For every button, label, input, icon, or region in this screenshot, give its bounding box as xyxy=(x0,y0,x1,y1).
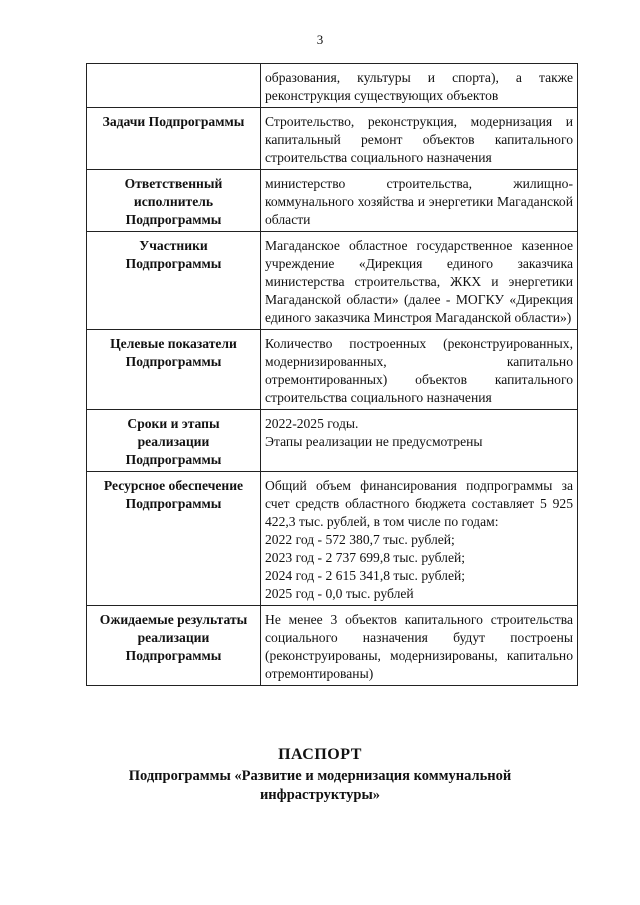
resources-summary: Общий объем финансирования подпрограммы за счет средств областного бюджета составляет 5 925 422,3 тыс. рублей, в том числе по годам: xyxy=(265,478,573,529)
row-value-terms xyxy=(261,410,578,472)
row-value-responsible: министерство строительства, жилищно-коммунального хозяйства и энергетики Магаданской области xyxy=(261,170,578,232)
section-subtitle xyxy=(0,767,640,805)
row-value-participants: Магаданское областное государственное казенное учреждение «Дирекция единого заказчика министерства строительства, ЖКХ и энергетики Магаданской области» (далее - МОГКУ «Дирекция единого заказчика Минстроя Магаданской области») xyxy=(261,232,578,330)
table-row xyxy=(87,64,578,108)
passport-table xyxy=(86,63,578,686)
table-row xyxy=(87,108,578,170)
row-value-indicators: Количество построенных (реконструированных, модернизированных, капитально отремонтированных) объектов капитального строительства социального назначения xyxy=(261,330,578,410)
terms-line: Этапы реализации не предусмотрены xyxy=(265,434,483,449)
table-row xyxy=(87,232,578,330)
page-number: 3 xyxy=(316,32,324,47)
table-row xyxy=(87,606,578,686)
table-row xyxy=(87,330,578,410)
row-label-results: Ожидаемые результаты реализации Подпрограммы xyxy=(87,606,261,686)
row-value-tasks: Строительство, реконструкция, модернизация и капитальный ремонт объектов капитального строительства социального назначения xyxy=(261,108,578,170)
resources-year-line: 2023 год - 2 737 699,8 тыс. рублей; xyxy=(265,550,466,565)
terms-line: 2022-2025 годы. xyxy=(265,416,359,431)
resources-year-line: 2025 год - 0,0 тыс. рублей xyxy=(265,586,414,601)
row-label-responsible: Ответственный исполнитель Подпрограммы xyxy=(87,170,261,232)
section-subtitle-line: Подпрограммы «Развитие и модернизация коммунальной xyxy=(128,768,512,784)
section-title: ПАСПОРТ xyxy=(278,746,362,763)
row-label-participants: Участники Подпрограммы xyxy=(87,232,261,330)
section-subtitle-line: инфраструктуры» xyxy=(259,787,381,803)
row-label-tasks: Задачи Подпрограммы xyxy=(87,108,261,170)
table-row xyxy=(87,170,578,232)
table-row xyxy=(87,410,578,472)
row-label-terms: Сроки и этапы реализации Подпрограммы xyxy=(87,410,261,472)
row-value-resources xyxy=(261,472,578,606)
row-value: образования, культуры и спорта), а также реконструкция существующих объектов xyxy=(261,64,578,108)
row-label-indicators: Целевые показатели Подпрограммы xyxy=(87,330,261,410)
row-value-results: Не менее 3 объектов капитального строительства социального назначения будут построены (реконструированы, модернизированы, капитально отремонтированы) xyxy=(261,606,578,686)
table-row xyxy=(87,472,578,606)
row-label-resources: Ресурсное обеспечение Подпрограммы xyxy=(87,472,261,606)
resources-year-line: 2024 год - 2 615 341,8 тыс. рублей; xyxy=(265,568,466,583)
row-label xyxy=(87,64,261,108)
resources-year-line: 2022 год - 572 380,7 тыс. рублей; xyxy=(265,532,455,547)
